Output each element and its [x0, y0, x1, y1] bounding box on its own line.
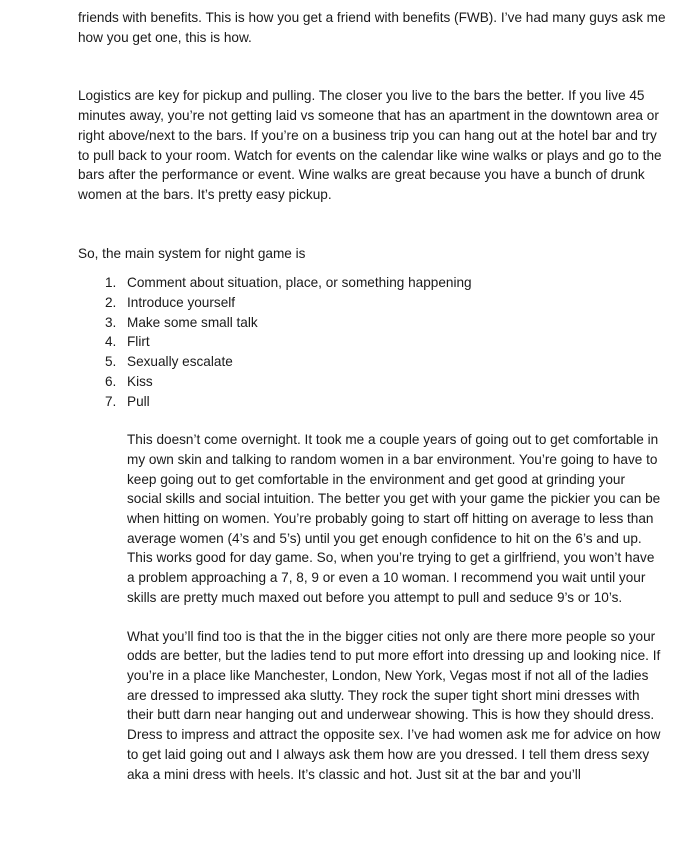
- list-item-text: Flirt: [127, 334, 150, 350]
- list-number: 4.: [105, 334, 117, 350]
- indented-section: [78, 430, 662, 784]
- list-item-text: Kiss: [127, 373, 153, 389]
- list-item-text: Pull: [127, 393, 150, 409]
- list-number: 7.: [105, 393, 117, 409]
- paragraph-overnight: This doesn’t come overnight. It took me a couple years of going out to get comfortable in my own skin and talking to random women in a bar environment. You’re going to have to keep going out to get comfortable in the environment and get good at grinding your social skills and social intuition. The better you get with your game the pickier you can be when hitting on women. You’re probably going to start off hitting on average to less than average women (4’s and 5’s) until you get enough confidence to hit on the 6’s and up. This works good for day game. So, when you’re trying to get a girlfriend, you won’t have a problem approaching a 7, 8, 9 or even a 10 woman. I recommend you wait until your skills are pretty much maxed out before you attempt to pull and seduce 9’s or 10’s.: [127, 432, 661, 605]
- list-item-text: Sexually escalate: [127, 354, 233, 370]
- list-item-text: Comment about situation, place, or something happening: [127, 275, 472, 291]
- list-item-text: Introduce yourself: [127, 295, 236, 311]
- list-item: [78, 313, 668, 333]
- list-number: 6.: [105, 373, 117, 389]
- list-number: 5.: [105, 354, 117, 370]
- list-number: 2.: [105, 295, 117, 311]
- paragraph-cities: What you’ll find too is that the in the bigger cities not only are there more people so your odds are better, but the ladies tend to put more effort into dressing up and looking nice. If you’re in a place like Manchester, London, New York, Vegas most if not all of the ladies are dressed to impressed aka slutty. They rock the super tight short mini dresses with their butt darn near hanging out and underwear showing. This is how they should dress. Dress to impress and attract the opposite sex. I’ve had women ask me for advice on how to get laid going out and I always ask them how are you dressed. I tell them dress sexy aka a mini dress with heels. It’s classic and hot. Just sit at the bar and you’ll: [127, 628, 661, 782]
- numbered-list: [78, 273, 668, 411]
- list-item: [78, 273, 668, 293]
- document-page: [78, 8, 668, 784]
- paragraph-logistics: Logistics are key for pickup and pulling. The closer you live to the bars the better. If you live 45 minutes away, you’re not getting laid vs someone that has an apartment in the downtown area or right above/next to the bars. If you’re on a business trip you can hang out at the hotel bar and try to pull back to your room. Watch for events on the calendar like wine walks or plays and go to the bars after the performance or event. Wine walks are great because you have a bunch of drunk women at the bars. It’s pretty easy pickup.: [78, 88, 662, 202]
- paragraph-intro: friends with benefits. This is how you get a friend with benefits (FWB). I’ve had many guys ask me how you get one, this is how.: [78, 10, 666, 45]
- list-number: 3.: [105, 314, 117, 330]
- list-item: [78, 372, 668, 392]
- paragraph-system-intro: So, the main system for night game is: [78, 245, 306, 261]
- list-item: [78, 392, 668, 412]
- list-item-text: Make some small talk: [127, 314, 258, 330]
- list-item: [78, 352, 668, 372]
- list-item: [78, 332, 668, 352]
- list-item: [78, 293, 668, 313]
- list-number: 1.: [105, 275, 117, 291]
